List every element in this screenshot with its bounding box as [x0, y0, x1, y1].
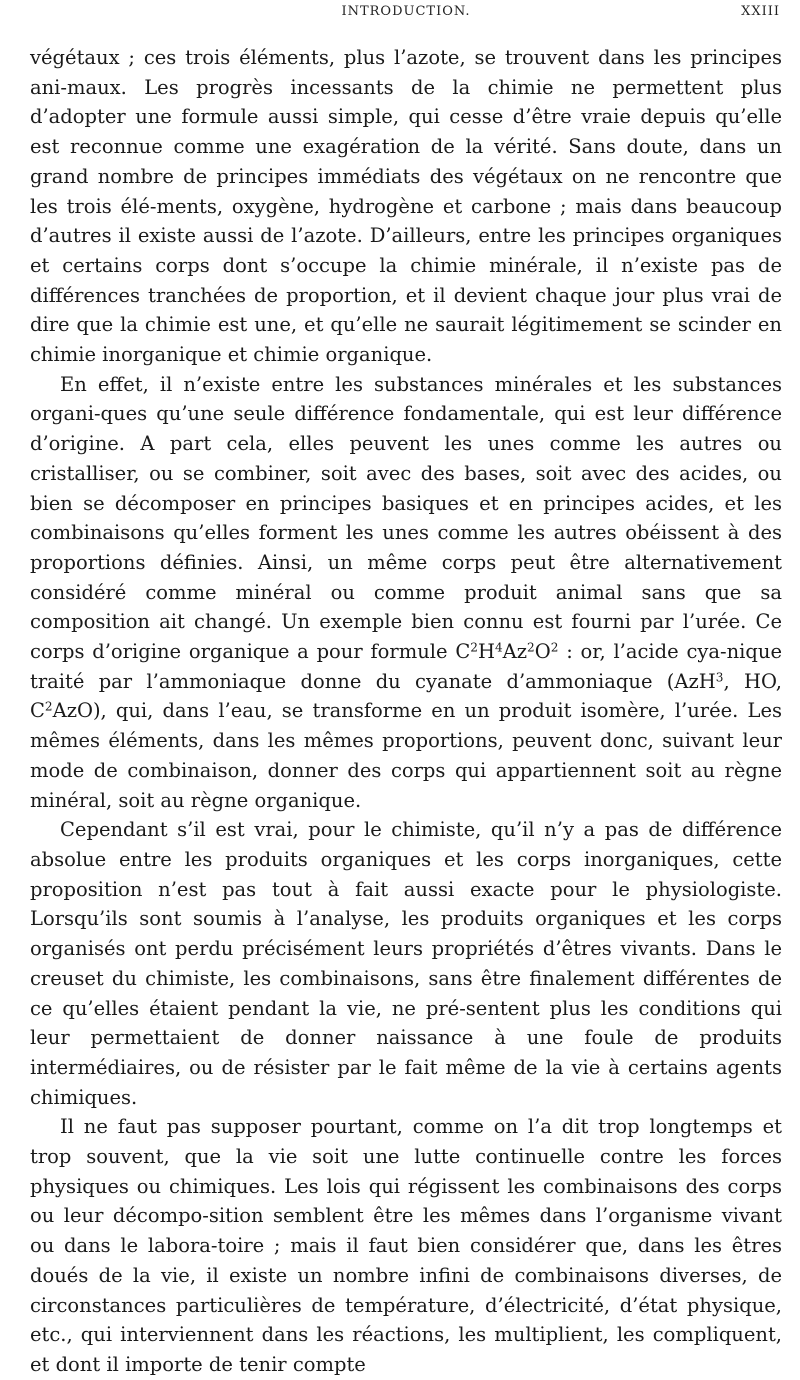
text-run: O [534, 640, 551, 664]
page-header [30, 0, 782, 30]
book-page [30, 0, 782, 1376]
text-run: Az [502, 640, 528, 664]
text-run: , HO, C [30, 669, 782, 723]
page-number: XXIII [741, 4, 780, 19]
formula-superscript: 3 [715, 670, 724, 685]
running-title: INTRODUCTION. [341, 4, 471, 19]
text-run: En effet, il n’existe entre les substances minérales et les substances organi-ques qu’une seule différence fondamentale, qui est leur différence d’origine. A part cela, elles peuvent les unes comme les autres ou cristalliser, ou se combiner, soit avec des bases, soit avec des acides, ou bien se décomposer en principes basiques et en principes acides, et les combinaisons qu’elles forment les unes comme les autres obéissent à des proportions définies. Ainsi, un même corps peut être alternativement considéré comme minéral ou comme produit animal sans que sa composition ait changé. Un exemple bien connu est fourni par l’urée. Ce corps d’origine organique a pour formule C [30, 372, 782, 664]
body-text [30, 43, 782, 1380]
text-run: Cependant s’il est vrai, pour le chimiste, qu’il n’y a pas de différence absolue entre les produits organiques et les corps inorganiques, cette proposition n’est pas tout à fait aussi exacte pour le physiologiste. Lorsqu’ils sont soumis à l’analyse, les produits organiques et les corps organisés ont perdu précisément leurs propriétés d’êtres vivants. Dans le creuset du chimiste, les combinaisons, sans être finalement différentes de ce qu’elles étaient pendant la vie, ne pré-sentent plus les conditions qui leur permettaient de donner naissance à une foule de produits intermédiaires, ou de résister par le fait même de la vie à certains agents chimiques. [30, 818, 782, 1109]
text-run: H [477, 640, 495, 664]
formula-superscript: 4 [494, 640, 503, 655]
formula-superscript: 2 [527, 640, 535, 655]
paragraph [30, 370, 782, 816]
formula-superscript: 2 [550, 640, 559, 655]
formula-superscript: 2 [44, 699, 53, 714]
text-run: Il ne faut pas supposer pourtant, comme on l’a dit trop longtemps et trop souvent, que la vie soit une lutte continuelle contre les forces physiques ou chimiques. Les lois qui régissent les combinaisons des corps ou leur décompo-sition semblent être les mêmes dans l’organisme vivant ou dans le labora-toire ; mais il faut bien considérer que, dans les êtres doués de la vie, il existe un nombre infini de combinaisons diverses, de circonstances particulières de température, d’électricité, d’état physique, etc., qui interviennent dans les réactions, les multiplient, les compliquent, et dont il importe de tenir compte [30, 1115, 782, 1376]
paragraph [30, 815, 782, 1112]
text-run: AzO), qui, dans l’eau, se transforme en un produit isomère, l’urée. Les mêmes éléments, dans les mêmes proportions, peuvent donc, suivant leur mode de combinaison, donner des corps qui appartiennent soit au règne minéral, soit au règne organique. [30, 699, 782, 812]
text-run: végétaux ; ces trois éléments, plus l’azote, se trouvent dans les principes ani-maux. Les progrès incessants de la chimie ne permettent plus d’adopter une formule aussi simple, qui cesse d’être vraie depuis qu’elle est reconnue comme une exagération de la vérité. Sans doute, dans un grand nombre de principes immédiats des végétaux on ne rencontre que les trois élé-ments, oxygène, hydrogène et carbone ; mais dans beaucoup d’autres il existe aussi de l’azote. D’ailleurs, entre les principes organiques et certains corps dont s’occupe la chimie minérale, il n’existe pas de différences tranchées de proportion, et il devient chaque jour plus vrai de dire que la chimie est une, et qu’elle ne saurait légitimement se scinder en chimie inorganique et chimie organique. [30, 46, 782, 367]
text-run: : or, l’acide cya-nique traité par l’ammoniaque donne du cyanate d’ammoniaque (AzH [30, 640, 782, 693]
paragraph [30, 43, 782, 370]
formula-superscript: 2 [470, 640, 478, 655]
